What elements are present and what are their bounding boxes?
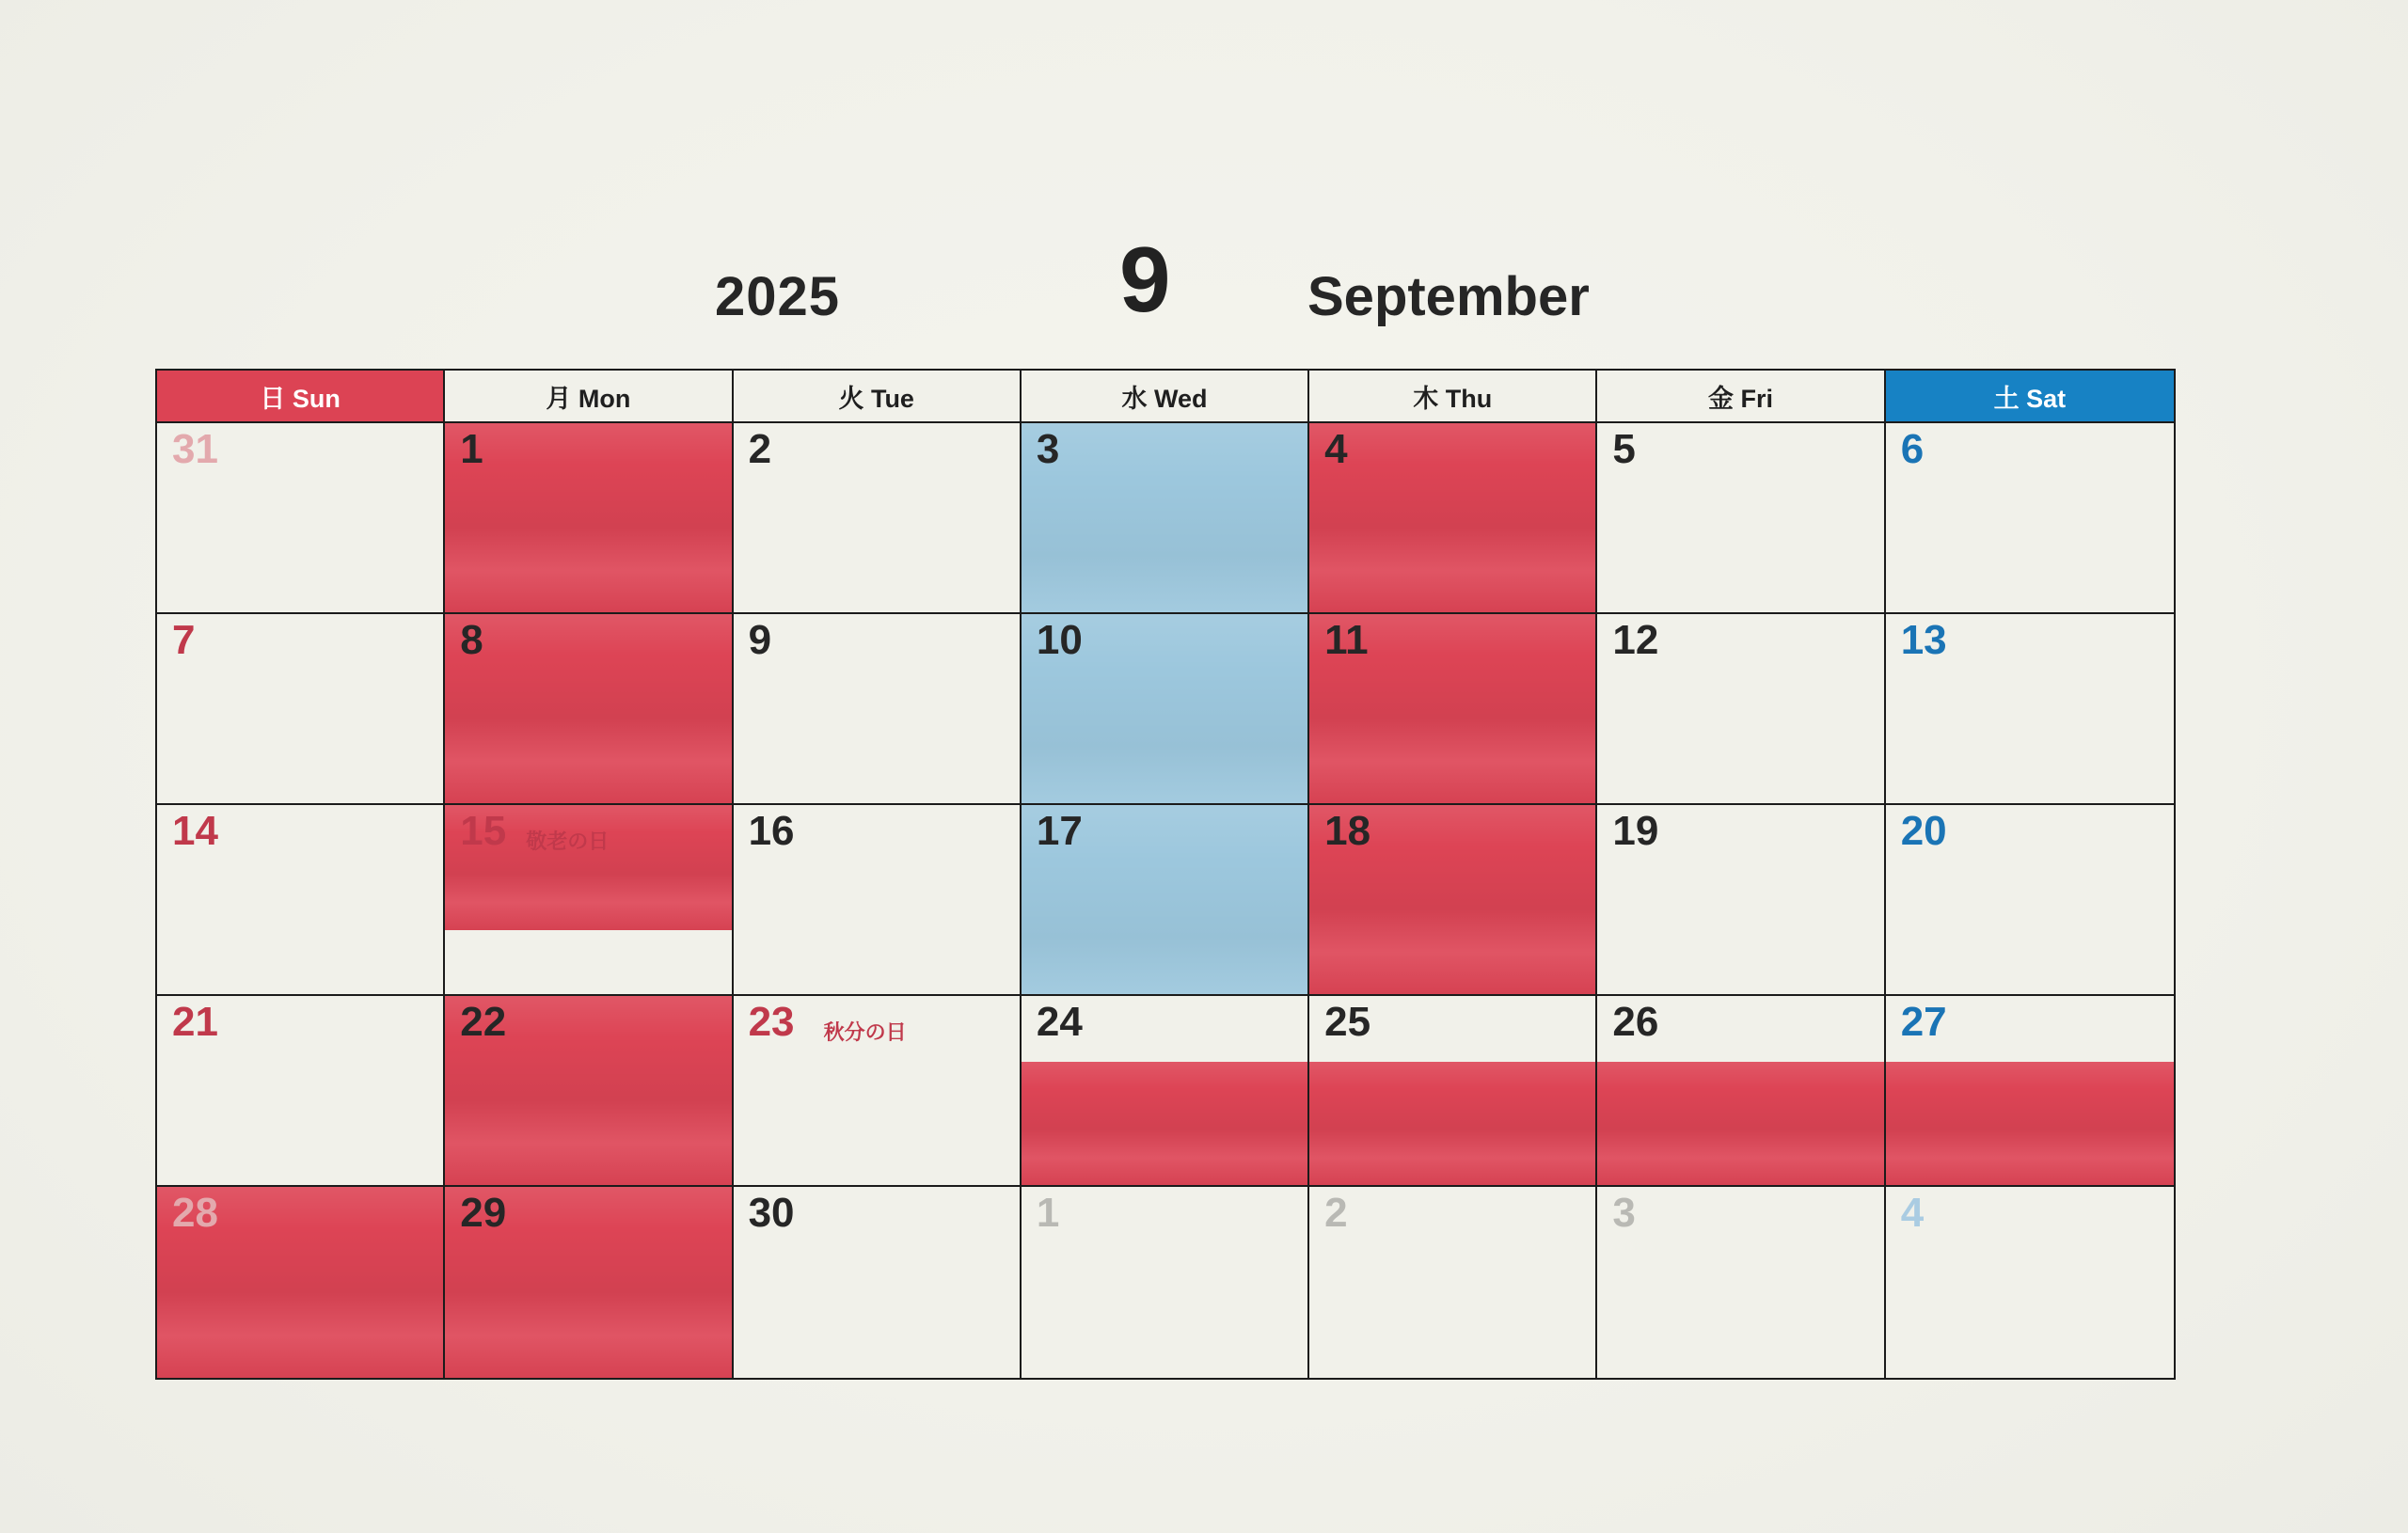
day-cell[interactable] bbox=[734, 614, 1022, 805]
day-cell[interactable] bbox=[1309, 423, 1597, 614]
day-number: 9 bbox=[748, 617, 772, 663]
day-number: 3 bbox=[1612, 1190, 1636, 1236]
week-row bbox=[157, 805, 2174, 996]
day-cell[interactable] bbox=[445, 423, 733, 614]
day-highlight bbox=[1597, 1187, 1883, 1378]
week-row bbox=[157, 614, 2174, 805]
day-cell[interactable] bbox=[1886, 1187, 2174, 1378]
day-highlight bbox=[1886, 423, 2174, 612]
day-cell[interactable] bbox=[734, 423, 1022, 614]
day-cell[interactable] bbox=[1309, 805, 1597, 996]
day-cell[interactable] bbox=[157, 1187, 445, 1378]
day-number: 10 bbox=[1036, 617, 1083, 663]
day-highlight bbox=[1022, 1062, 1307, 1185]
day-number: 1 bbox=[1036, 1190, 1060, 1236]
week-row bbox=[157, 996, 2174, 1187]
day-number: 23 bbox=[748, 999, 795, 1045]
day-highlight bbox=[445, 614, 731, 803]
day-cell[interactable] bbox=[1309, 1187, 1597, 1378]
day-number: 28 bbox=[172, 1190, 218, 1236]
day-highlight bbox=[1309, 1062, 1595, 1185]
week-row bbox=[157, 1187, 2174, 1378]
day-cell[interactable] bbox=[1022, 614, 1309, 805]
day-highlight bbox=[1022, 1187, 1307, 1378]
day-cell[interactable] bbox=[1886, 423, 2174, 614]
day-highlight bbox=[734, 614, 1020, 803]
day-cell[interactable] bbox=[157, 996, 445, 1187]
weekday-header-mon: 月 Mon bbox=[445, 371, 733, 423]
day-number: 18 bbox=[1324, 808, 1371, 854]
day-highlight bbox=[1309, 1187, 1595, 1378]
day-cell[interactable] bbox=[1886, 614, 2174, 805]
weekday-header-sat: 土 Sat bbox=[1886, 371, 2174, 423]
day-cell[interactable] bbox=[445, 614, 733, 805]
day-cell[interactable] bbox=[157, 614, 445, 805]
weekday-header-wed: 水 Wed bbox=[1022, 371, 1309, 423]
day-number: 6 bbox=[1900, 426, 1925, 472]
calendar-grid bbox=[155, 369, 2176, 1380]
day-cell[interactable] bbox=[1309, 996, 1597, 1187]
day-number: 25 bbox=[1324, 999, 1371, 1045]
day-cell[interactable] bbox=[1022, 423, 1309, 614]
holiday-label: 敬老の日 bbox=[526, 830, 610, 853]
day-number: 4 bbox=[1324, 426, 1348, 472]
day-number: 12 bbox=[1612, 617, 1659, 663]
day-highlight bbox=[1597, 423, 1883, 612]
day-cell[interactable] bbox=[734, 805, 1022, 996]
day-number: 8 bbox=[460, 617, 483, 663]
day-cell[interactable] bbox=[1022, 805, 1309, 996]
day-highlight bbox=[157, 614, 443, 803]
day-highlight bbox=[445, 423, 731, 612]
day-number: 2 bbox=[748, 426, 772, 472]
day-cell[interactable] bbox=[1022, 996, 1309, 1187]
day-number: 5 bbox=[1612, 426, 1636, 472]
weekday-header-sun: 日 Sun bbox=[157, 371, 445, 423]
day-cell[interactable] bbox=[1597, 1187, 1885, 1378]
day-cell[interactable] bbox=[1886, 996, 2174, 1187]
day-cell[interactable] bbox=[157, 805, 445, 996]
day-number: 21 bbox=[172, 999, 218, 1045]
day-highlight bbox=[1886, 1187, 2174, 1378]
day-cell[interactable] bbox=[445, 1187, 733, 1378]
day-number: 16 bbox=[748, 808, 795, 854]
day-number: 29 bbox=[460, 1190, 507, 1236]
day-cell[interactable] bbox=[734, 1187, 1022, 1378]
day-number: 4 bbox=[1900, 1190, 1925, 1236]
day-cell[interactable] bbox=[157, 423, 445, 614]
day-number: 13 bbox=[1900, 617, 1947, 663]
day-cell[interactable] bbox=[1022, 1187, 1309, 1378]
day-cell[interactable] bbox=[734, 996, 1022, 1187]
weekday-header-tue: 火 Tue bbox=[734, 371, 1022, 423]
day-number: 26 bbox=[1612, 999, 1659, 1045]
calendar-year: 2025 bbox=[715, 266, 841, 327]
week-row bbox=[157, 423, 2174, 614]
day-highlight bbox=[1309, 423, 1595, 612]
day-number: 7 bbox=[172, 617, 196, 663]
day-number: 24 bbox=[1036, 999, 1083, 1045]
day-cell[interactable] bbox=[445, 996, 733, 1187]
day-cell[interactable] bbox=[1886, 805, 2174, 996]
day-number: 22 bbox=[460, 999, 507, 1045]
day-cell[interactable] bbox=[1597, 614, 1885, 805]
day-number: 15 bbox=[460, 808, 507, 854]
day-number: 14 bbox=[172, 808, 218, 854]
weekday-header-fri: 金 Fri bbox=[1597, 371, 1885, 423]
day-highlight bbox=[1597, 1062, 1883, 1185]
day-highlight bbox=[1022, 423, 1307, 612]
day-number: 30 bbox=[748, 1190, 795, 1236]
calendar-month-name: September bbox=[1307, 266, 1590, 327]
day-cell[interactable] bbox=[1597, 805, 1885, 996]
day-number: 17 bbox=[1036, 808, 1083, 854]
day-cell[interactable] bbox=[1597, 996, 1885, 1187]
day-number: 2 bbox=[1324, 1190, 1348, 1236]
holiday-label: 秋分の日 bbox=[823, 1020, 907, 1044]
day-number: 20 bbox=[1900, 808, 1947, 854]
weekday-header-thu: 木 Thu bbox=[1309, 371, 1597, 423]
day-cell[interactable] bbox=[1597, 423, 1885, 614]
day-cell[interactable] bbox=[445, 805, 733, 996]
day-number: 1 bbox=[460, 426, 483, 472]
day-highlight bbox=[734, 423, 1020, 612]
day-number: 11 bbox=[1324, 617, 1369, 663]
weekday-header-row bbox=[157, 371, 2174, 423]
day-cell[interactable] bbox=[1309, 614, 1597, 805]
day-number: 3 bbox=[1036, 426, 1060, 472]
day-number: 27 bbox=[1900, 999, 1947, 1045]
day-highlight bbox=[1886, 1062, 2174, 1185]
calendar-month-number: 9 bbox=[1119, 228, 1171, 331]
day-number: 31 bbox=[172, 426, 218, 472]
day-number: 19 bbox=[1612, 808, 1659, 854]
